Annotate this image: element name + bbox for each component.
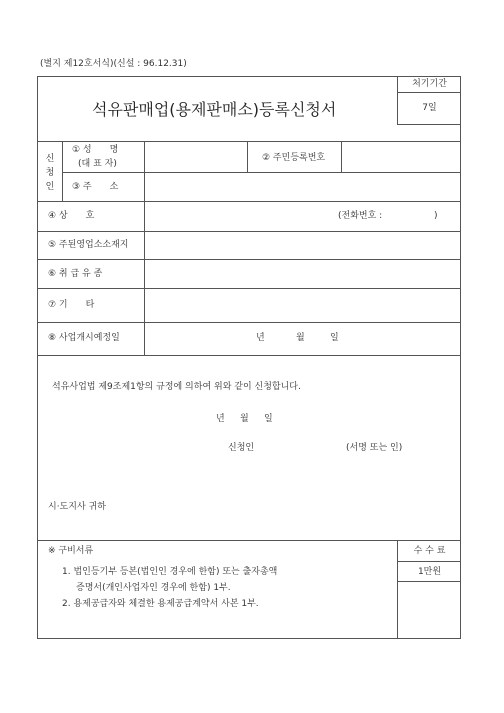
office-location-label: ⑤ 주된영업소소재지 [48,240,129,250]
name-sub-label: (대 표 자) [78,159,117,169]
rule-other-bottom [37,322,461,323]
applicant-side-label-2: 청 [45,168,55,178]
form-title: 석유판매업(용제판매소)등록신청서 [92,100,337,119]
processing-label: 처기기간 [412,79,447,89]
fee-label: 수 수 료 [413,546,446,556]
fuel-type-field[interactable] [146,261,459,286]
rule-name-bottom [62,172,461,173]
rule-label-column [144,141,145,355]
business-name-label: ④ 상 호 [48,211,95,221]
fuel-type-label: ⑥ 취 급 유 종 [48,269,103,279]
rule-office-bottom [37,259,461,260]
start-date-year: 년 [256,333,265,343]
other-field[interactable] [146,290,459,320]
other-label: ⑦ 기 타 [48,300,95,310]
fee-value: 1만원 [417,567,442,577]
document-item-1-line-2: 증명서(개인사업자인 경우에 한함) 1부. [76,583,231,593]
start-date-day: 일 [330,333,339,343]
name-label: ① 성 명 [72,145,119,155]
document-item-1-line-1: 1. 법인등기부 등본(법인인 경우에 한함) 또는 출자총액 [62,567,278,577]
rule-id-right [341,141,342,172]
address-label: ③ 주 소 [72,182,119,192]
applicant-side-label-1: 신 [45,154,55,164]
applicant-side-label-3: 인 [45,182,55,192]
office-location-field[interactable] [146,233,459,257]
phone-label: (전화번호 : [338,211,383,221]
id-number-label: ② 주민등록번호 [262,153,326,163]
rule-date-bottom [37,355,461,356]
rule-applicant-side [62,141,63,201]
rule-applicant-top [37,141,461,142]
addressee: 시·도지사 귀하 [48,502,106,512]
processing-box-bottom [397,124,461,125]
phone-close: ) [434,211,438,221]
statement-text: 석유사업법 제9조제1항의 규정에 의하여 위와 같이 신청합니다. [52,382,301,392]
processing-value: 7일 [422,103,437,113]
rule-fee-bottom [397,581,461,582]
form-caption: (별지 제12호서식)(신설 : 96.12.31) [40,59,187,69]
processing-box-divider [397,92,461,93]
statement-date-year: 년 [216,414,225,424]
business-name-field[interactable] [146,203,331,229]
name-field[interactable] [146,143,245,170]
rule-fee-divider [397,561,461,562]
address-field[interactable] [146,174,459,199]
statement-date-day: 일 [264,414,273,424]
rule-fuel-bottom [37,288,461,289]
rule-id-left [247,141,248,172]
rule-applicant-bottom [37,201,461,202]
id-number-field[interactable] [343,143,459,170]
rule-business-bottom [37,231,461,232]
documents-header: ※ 구비서류 [48,546,94,556]
sign-or-seal-label: (서명 또는 인) [346,443,403,453]
statement-date-month: 월 [240,414,249,424]
start-date-label: ⑧ 사업개시예정일 [48,333,120,343]
phone-field[interactable] [392,205,432,227]
applicant-signature-label: 신청인 [228,443,255,453]
start-date-month: 월 [296,333,305,343]
document-item-2: 2. 용제공급자와 체결한 용제공급계약서 사본 1부. [62,599,259,609]
